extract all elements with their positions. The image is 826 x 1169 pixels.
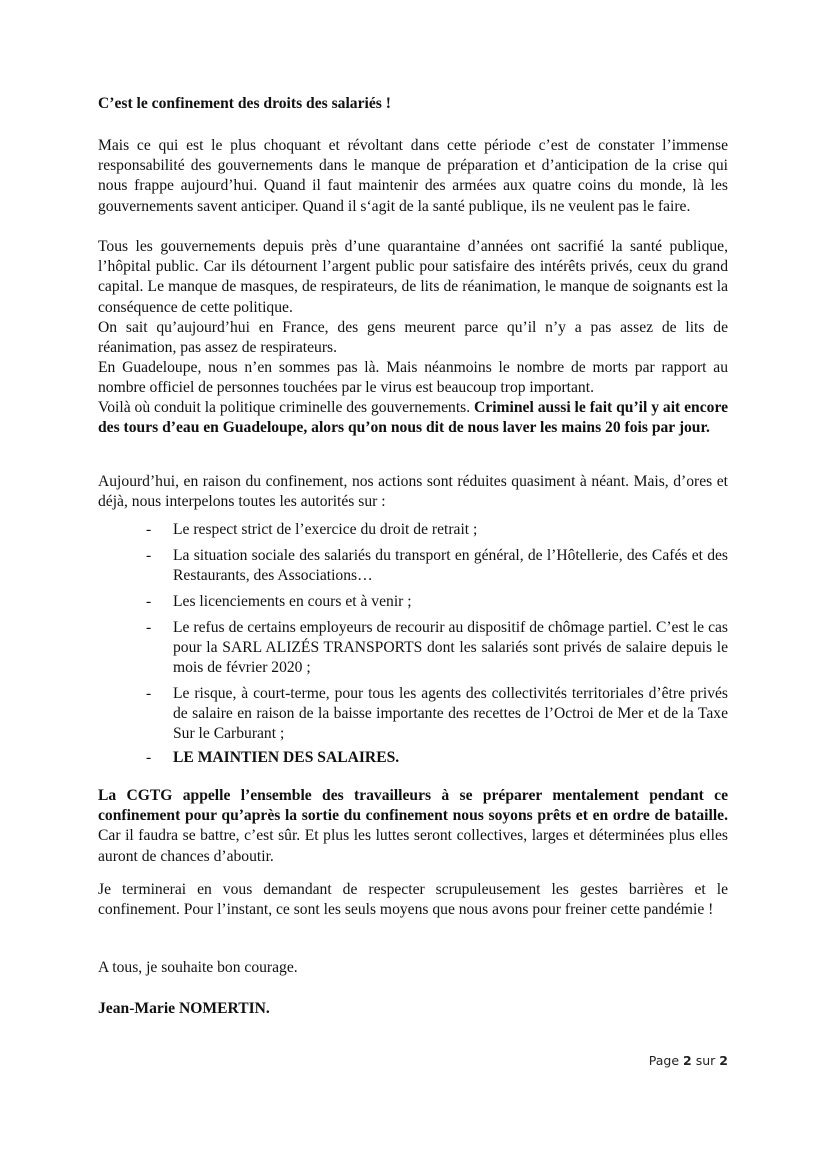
paragraph-7-bold-text: La CGTG appelle l’ensemble des travailleurs à se préparer mentalement pendant ce confinement pour qu’après la sortie du confinement nous soyons prêts et en ordre de bataille.	[98, 787, 728, 825]
paragraph-4: En Guadeloupe, nous n’en sommes pas là. Mais néanmoins le nombre de morts par rapport au nombre officiel de personnes touchées par le virus est beaucoup trop important.	[98, 359, 728, 397]
list-item-text: Les licenciements en cours et à venir ;	[173, 593, 412, 610]
page-word: Page	[648, 1053, 680, 1068]
list-item-text: La situation sociale des salariés du transport en général, de l’Hôtellerie, des Cafés et des Restaurants, des Associations…	[173, 547, 728, 585]
list-item-text: LE MAINTIEN DES SALAIRES.	[173, 749, 400, 766]
paragraph-3: On sait qu’aujourd’hui en France, des gens meurent parce qu’il n’y a pas assez de lits de réanimation, pas assez de respirateurs.	[98, 319, 728, 357]
page-heading: C’est le confinement des droits des salariés !	[98, 95, 391, 112]
sur-word: sur	[695, 1053, 716, 1068]
list-bullet: -	[146, 619, 152, 636]
paragraph-7-text: Car il faudra se battre, c’est sûr. Et plus les luttes seront collectives, larges et déterminées plus elles auront de chances d’aboutir.	[98, 827, 728, 865]
list-bullet: -	[146, 685, 152, 702]
list-item-text: Le refus de certains employeurs de recourir au dispositif de chômage partiel. C’est le cas pour la SARL ALIZÉS TRANSPORTS dont les salariés sont privés de salaire depuis le mois de février 2020 ;	[173, 619, 728, 677]
paragraph-5-bold-text: Criminel aussi le fait qu’il y ait encore des tours d’eau en Guadeloupe, alors qu’on nous dit de nous laver les mains 20 fois par jour.	[98, 399, 729, 437]
paragraph-2: Tous les gouvernements depuis près d’une quarantaine d’années ont sacrifié la santé publique, l’hôpital public. Car ils détournent l’argent public pour satisfaire des intérêts privés, ceux du grand capital. Le manque de masques, de respirateurs, de lits de réanimation, le manque de soignants est la conséquence de cette politique.	[98, 238, 728, 316]
page-footer	[649, 1051, 728, 1071]
paragraph-6: Aujourd’hui, en raison du confinement, nos actions sont réduites quasiment à néant. Mais, d’ores et déjà, nous interpelons toutes les autorités sur :	[98, 473, 728, 511]
list-item-text: Le respect strict de l’exercice du droit de retrait ;	[173, 521, 478, 538]
list-bullet: -	[146, 521, 152, 538]
paragraph-5	[98, 398, 728, 438]
list-item-text: Le risque, à court-terme, pour tous les agents des collectivités territoriales d’être privés de salaire en raison de la baisse importante des recettes de l’Octroi de Mer et de la Taxe Sur le Carburant ;	[173, 685, 728, 743]
page-total: 2	[719, 1053, 728, 1068]
list-bullet: -	[146, 547, 152, 564]
paragraph-5-text: Voilà où conduit la politique criminelle des gouvernements.	[98, 399, 475, 416]
list-bullet: -	[146, 749, 152, 766]
paragraph-8: Je terminerai en vous demandant de respecter scrupuleusement les gestes barrières et le confinement. Pour l’instant, ce sont les seuls moyens que nous avons pour freiner cette pandémie !	[98, 881, 728, 919]
paragraph-7	[98, 786, 728, 867]
signature: Jean-Marie NOMERTIN.	[98, 1000, 270, 1017]
paragraph-9: A tous, je souhaite bon courage.	[98, 959, 298, 976]
paragraph-1: Mais ce qui est le plus choquant et révoltant dans cette période c’est de constater l’immense responsabilité des gouvernements dans le manque de préparation et d’anticipation de la crise qui nous frappe aujourd’hui. Quand il faut maintenir des armées aux quatre coins du monde, là les gouvernements savent anticiper. Quand il s‘agit de la santé publique, ils ne veulent pas le faire.	[98, 137, 728, 215]
list-bullet: -	[146, 593, 152, 610]
page-number: 2	[683, 1053, 692, 1068]
